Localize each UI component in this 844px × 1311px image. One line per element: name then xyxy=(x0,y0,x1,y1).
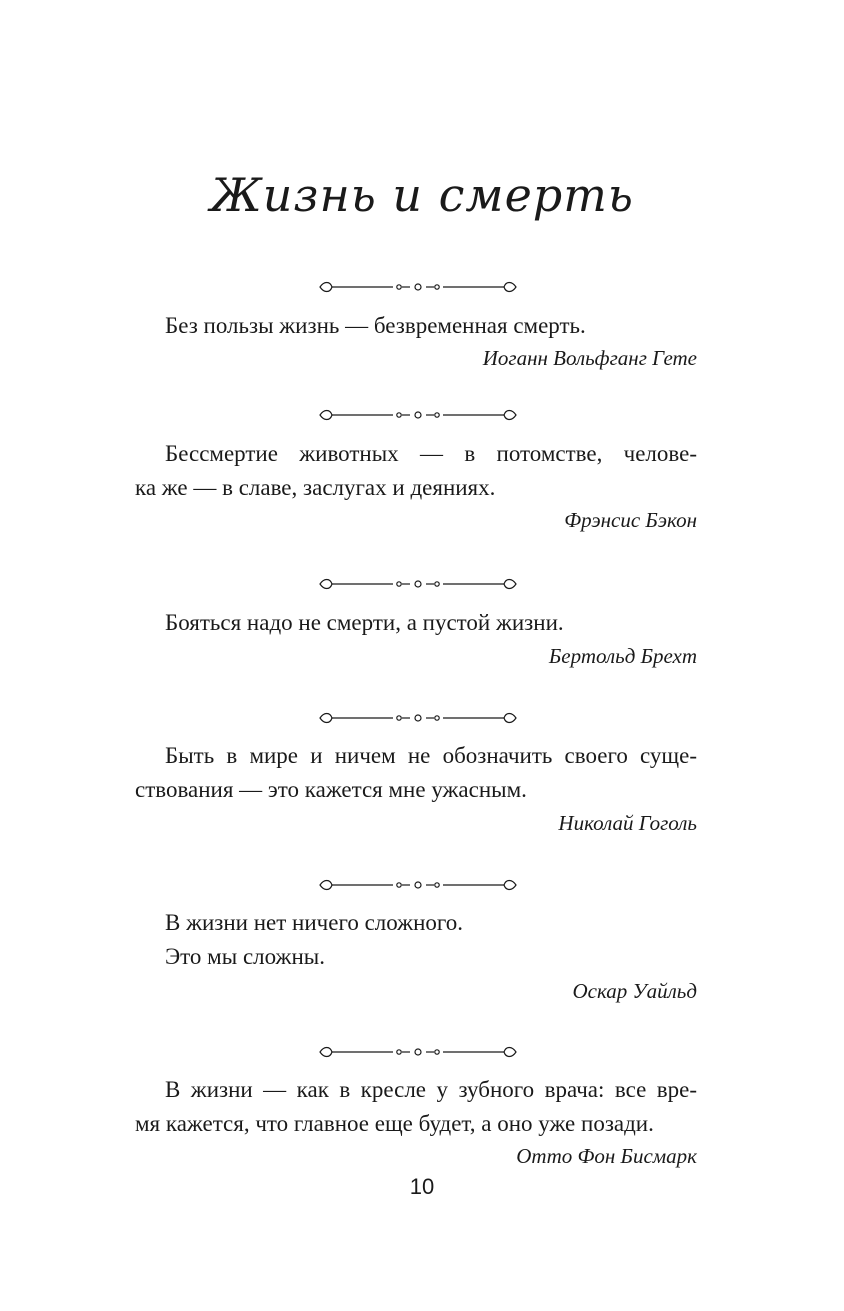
page-number: 10 xyxy=(409,1174,435,1199)
quote-author: Отто Фон Бисмарк xyxy=(516,1144,697,1168)
quote-line: Бессмертие животных — в потомстве, челове- xyxy=(165,441,697,466)
ornament-divider-icon xyxy=(318,575,518,593)
quote-author: Бертольд Брехт xyxy=(548,644,697,668)
quote-line: Без пользы жизнь — безвременная смерть. xyxy=(165,313,586,338)
quote-text xyxy=(135,739,697,807)
quote-line: В жизни нет ничего сложного. xyxy=(165,910,463,935)
quote-text xyxy=(135,1073,697,1141)
quote-author: Фрэнсис Бэкон xyxy=(564,508,697,532)
ornament-divider-icon xyxy=(318,278,518,296)
ornament-divider-icon xyxy=(318,709,518,727)
quote-author: Оскар Уайльд xyxy=(572,979,697,1003)
quote-line: ка же — в славе, заслугах и деяниях. xyxy=(135,475,496,500)
ornament-divider-icon xyxy=(318,876,518,894)
quote-line: Это мы сложны. xyxy=(165,944,325,969)
ornament-divider-icon xyxy=(318,1043,518,1061)
ornament-divider-icon xyxy=(318,406,518,424)
quote-author: Николай Гоголь xyxy=(558,811,697,835)
quote-text xyxy=(135,906,697,974)
quote-text xyxy=(135,606,697,640)
quote-line: В жизни — как в кресле у зубного врача: все вре- xyxy=(165,1077,697,1102)
quote-line: Бояться надо не смерти, а пустой жизни. xyxy=(165,610,564,635)
quote-line: мя кажется, что главное еще будет, а оно уже позади. xyxy=(135,1111,654,1136)
quote-line: ствования — это кажется мне ужасным. xyxy=(135,777,527,802)
quote-text xyxy=(135,309,697,343)
quote-line: Быть в мире и ничем не обозначить своего суще- xyxy=(165,743,697,768)
quote-text xyxy=(135,437,697,505)
chapter-title: Жизнь и смерть xyxy=(210,168,634,222)
quote-author: Иоганн Вольфганг Гете xyxy=(482,346,697,370)
